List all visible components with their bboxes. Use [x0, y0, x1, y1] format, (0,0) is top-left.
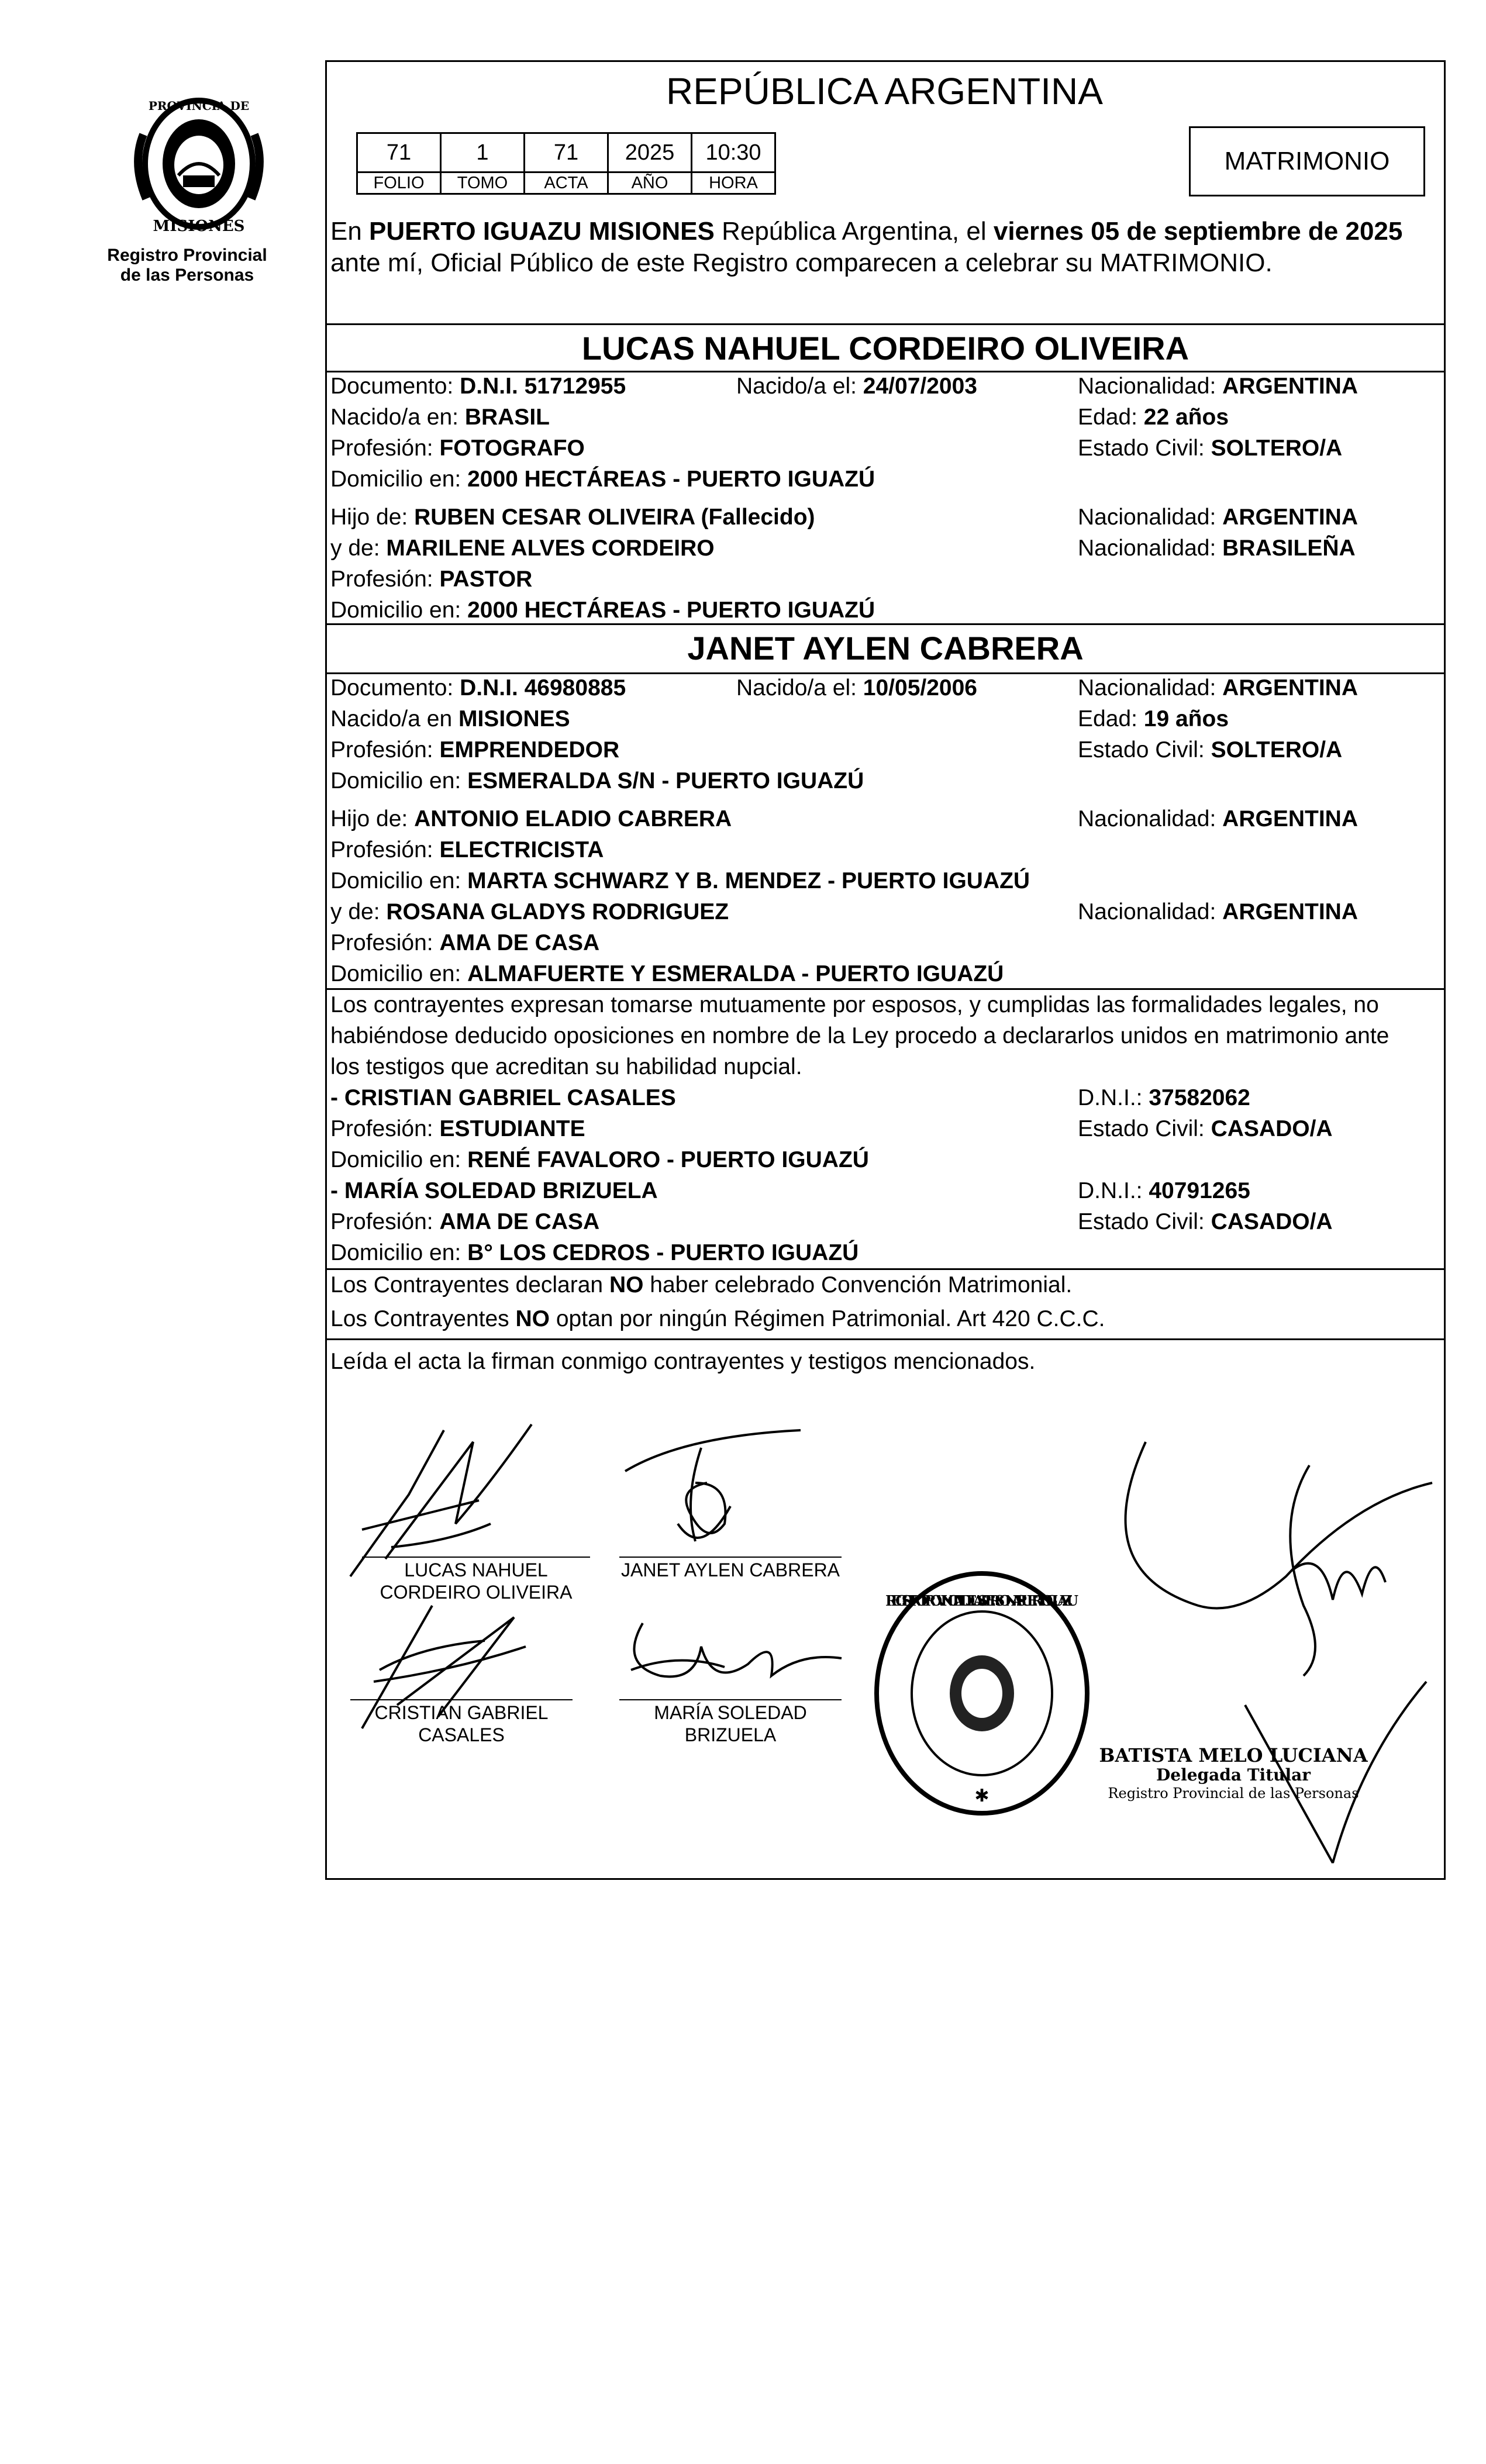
svg-text:MISIONES: MISIONES — [153, 218, 245, 235]
witness2-signature-caption: MARÍA SOLEDAD BRIZUELA — [654, 1702, 807, 1745]
closing-text: Leída el acta la firman conmigo contrayentes y testigos mencionados. — [330, 1349, 1036, 1374]
doc-type-box: MATRIMONIO — [1189, 126, 1425, 196]
intro-line-2: ante mí, Oficial Público de este Registro comparecen a celebrar su MATRIMONIO. — [330, 249, 1273, 277]
intro-line-1: En PUERTO IGUAZU MISIONES República Argentina, el viernes 05 de septiembre de 2025 — [330, 217, 1403, 246]
svg-text:PROVINCIA DE: PROVINCIA DE — [148, 99, 250, 113]
svg-text:REGISTRO PROVINCIAL DE LAS PER: REGISTRO PROVINCIAL DE LAS PERSONAS · PUERTO IGUAZU — [885, 1592, 1078, 1609]
provincial-logo — [120, 88, 278, 243]
bride-signature-caption: JANET AYLEN CABRERA — [620, 1559, 840, 1580]
marriage-certificate: REPÚBLICA ARGENTINA 71 1 71 2025 10:30 FOLIO TOMO ACTA AÑO HORA MATRIMONIO En PUERTO IGUAZU MISIONES República Argentina, el viernes 05 de septiembre de 2025 ante mí, Oficial Público de este Registro comparecen a celebrar su MATRIMONIO. LUCAS NAHUEL CORDEIRO OLIVEIRA Documento: D.N.I. 51712955 Nacido/a el: 24/07/2003 Nacionalidad: ARGENTINA Nacido/a en: BRASIL Edad: 22 años Profesión: FOTOGRAFO Estado Civil: SOLTERO/A Domicilio en: 2000 HECTÁREAS - PUERTO IGUAZÚ Hijo de: RUBEN CESAR OLIVEIRA (Fallecido) Nacionalidad: ARGENTINA y de: MARILENE ALVES CORDEIRO Nacionalidad: BRASILEÑA Profesión: PASTOR Domicilio en: 2000 HECTÁREAS - PUERTO IGUAZÚ JANET AYLEN CABRERA Documento: D.N.I. 46980885 Nacido/a el: 10/05/2006 Nacionalidad: ARGENTINA Nacido/a en MISIONES Edad: 19 años Profesión: EMPRENDEDOR Estado Civil: SOLTERO/A Domicilio en: ESMERALDA S/N - PUERTO IGUAZÚ Hijo de: ANTONIO ELADIO CABRERA Nacionalidad: ARGENTINA Profesión: ELECTRICISTA Domicilio en: MARTA SCHWARZ Y B. MENDEZ - PUERTO IGUAZÚ y de: ROSANA GLADYS RODRIGUEZ Nacionalidad: ARGENTINA Profesión: AMA DE CASA Domicilio en: ALMAFUERTE Y ESMERALDA - PUERTO IGUAZÚ Los contrayentes expresan tomarse mutuamente por esposos, y cumplidas las formalidades legales, no habiéndose deducido oposiciones en nombre de la Ley procedo a declararlos unidos en matrimonio ante los testigos que acreditan su habilidad nupcial. - CRISTIAN GABRIEL CASALES D.N.I.: 37582062 Profesión: ESTUDIANTE Estado Civil: CASADO/A Domicilio en: RENÉ FAVALORO - PUERTO IGUAZÚ - MARÍA SOLEDAD BRIZUELA D.N.I.: 40791265 Profesión: AMA DE CASA Estado Civil: CASADO/A Domicilio en: B° LOS CEDROS - PUERTO IGUAZÚ Los Contrayentes declaran NO haber celebrado Convención Matrimonial. Los Contrayentes NO optan por ningún Régimen Patrimonial. Art 420 C.C.C. Leída el acta la firman conmigo contrayentes y testigos mencionados. LUCAS NAHUEL CORDEIRO OLIVEIRA JANET AYLEN CABRERA CRISTIAN GABRIEL CASALES MARÍA SOLEDAD BRIZUELA REGISTRO PROVINCIAL DE LAS PERSONAS · PUERTO IGUAZU ✱ BATISTA MELO LUCIANA Delegada Titular Registro Provincial de las Personas — [325, 60, 1446, 1880]
groom-signature-caption: LUCAS NAHUEL CORDEIRO OLIVEIRA — [380, 1559, 573, 1603]
officer-signature — [1111, 1430, 1444, 1875]
country-title: REPÚBLICA ARGENTINA — [666, 70, 1103, 112]
bride-signature — [608, 1407, 830, 1559]
official-seal — [859, 1571, 1105, 1816]
bride-name: JANET AYLEN CABRERA — [687, 630, 1084, 667]
groom-signature — [339, 1407, 584, 1582]
officer-stamp: BATISTA MELO LUCIANA Delegada Titular Registro Provincial de las Personas — [1099, 1744, 1368, 1802]
record-meta-table: 71 1 71 2025 10:30 FOLIO TOMO ACTA AÑO HORA — [356, 132, 776, 195]
witness1-signature-caption: CRISTIAN GABRIEL CASALES — [374, 1702, 549, 1745]
groom-name: LUCAS NAHUEL CORDEIRO OLIVEIRA — [581, 330, 1190, 367]
svg-text:✱: ✱ — [974, 1786, 989, 1806]
logo-caption: Registro Provincial de las Personas — [107, 246, 267, 285]
witness2-signature — [608, 1611, 853, 1717]
